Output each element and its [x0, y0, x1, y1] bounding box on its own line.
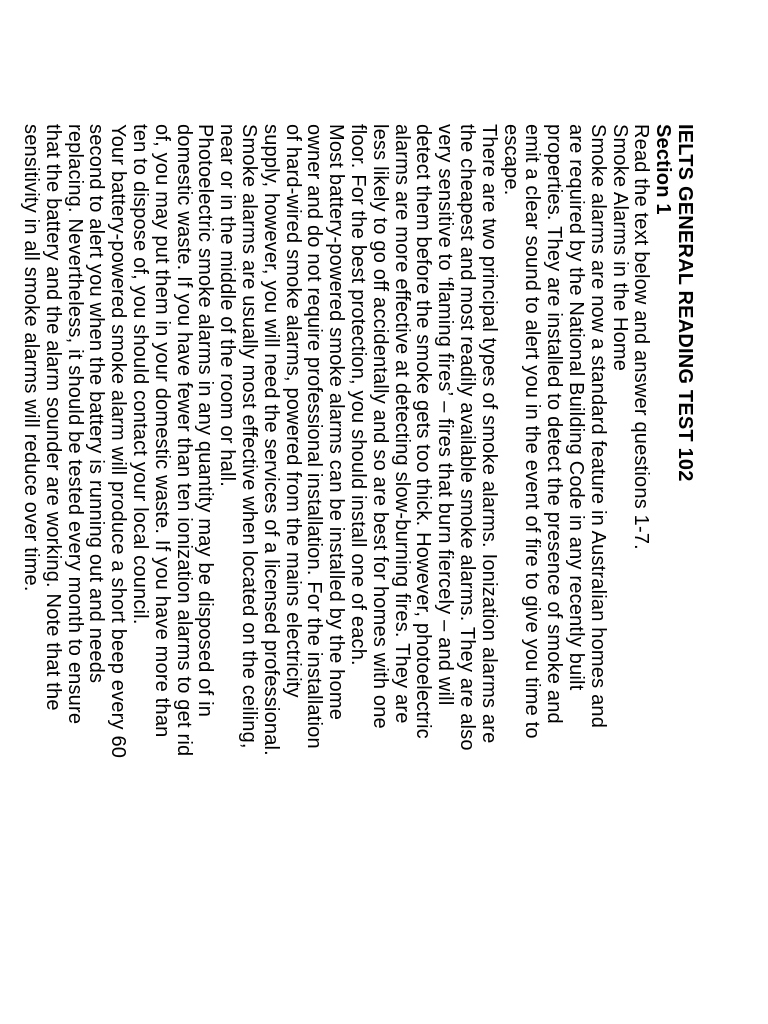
paragraph-line: emit a clear sound to alert you in the event of fire to give you time to — [521, 124, 544, 739]
instruction-text: Read the text below and answer questions 1-7. — [630, 124, 653, 550]
section-heading: Section 1 — [652, 124, 675, 215]
paragraph-line: detect them before the smoke gets too thick. However, photoelectric — [412, 124, 435, 739]
paragraph-line: near or in the middle of the room or hall. — [216, 124, 239, 488]
paragraph-line: supply, however, you will need the services of a licensed professional. — [259, 124, 282, 756]
rotated-document-page — [20, 12, 696, 1012]
passage-body — [19, 124, 608, 1012]
passage-heading: Smoke Alarms in the Home — [608, 124, 631, 372]
paragraph-line: less likely to go off accidentally and so are best for homes with one — [368, 124, 391, 729]
paragraph-line: Your battery-powered smoke alarm will produce a short beep every 60 — [107, 124, 130, 759]
paragraph — [259, 124, 346, 1012]
test-title: IELTS GENERAL READING TEST 102 — [674, 124, 696, 482]
paragraph-line: second to alert you when the battery is running out and needs — [85, 124, 108, 684]
paragraph-line: of, you may put them in your domestic waste. If you have more than — [150, 124, 173, 738]
paragraph-line: of hard-wired smoke alarms, powered from the mains electricity — [281, 124, 304, 698]
paragraph-line: ten to dispose of, you should contact your local council. — [129, 124, 152, 625]
paragraph-line: very sensitive to ‘flaming fires’ – fires that burn fiercely – and will — [434, 124, 457, 706]
paragraph — [346, 124, 499, 1012]
paragraph-line: Photoelectric smoke alarms in any quantity may be disposed of in — [194, 124, 217, 718]
paragraph-line: the cheapest and most readily available smoke alarms. They are also — [456, 124, 479, 751]
paragraph — [19, 124, 128, 1012]
paragraph-line: sensitivity in all smoke alarms will reduce over time. — [20, 124, 43, 592]
paragraph-line: are required by the National Building Code in any recently built — [565, 124, 588, 691]
paragraph — [128, 124, 215, 1012]
paragraph — [215, 124, 259, 1012]
paragraph — [499, 124, 608, 1012]
paragraph-line: owner and do not require professional installation. For the installation — [303, 124, 326, 749]
paragraph-line: domestic waste. If you have fewer than ten ionization alarms to get rid — [172, 124, 195, 757]
paragraph-line: Most battery-powered smoke alarms can be installed by the home — [325, 124, 348, 721]
paragraph-line: Smoke alarms are usually most effective when located on the ceiling, — [238, 124, 261, 749]
paragraph-line: properties. They are installed to detect the presence of smoke and — [543, 124, 566, 724]
paragraph-line: alarms are more effective at detecting slow-burning fires. They are — [390, 124, 413, 724]
paragraph-line: floor. For the best protection, you should install one of each. — [347, 124, 370, 666]
paragraph-line: There are two principal types of smoke alarms. Ionization alarms are — [477, 124, 500, 744]
paragraph-line: replacing. Nevertheless, it should be tested every month to ensure — [63, 124, 86, 725]
paragraph-line: Smoke alarms are now a standard feature in Australian homes and — [586, 124, 609, 729]
paragraph-line: that the battery and the alarm sounder are working. Note that the — [41, 124, 64, 711]
paragraph-line: escape. — [499, 124, 522, 196]
